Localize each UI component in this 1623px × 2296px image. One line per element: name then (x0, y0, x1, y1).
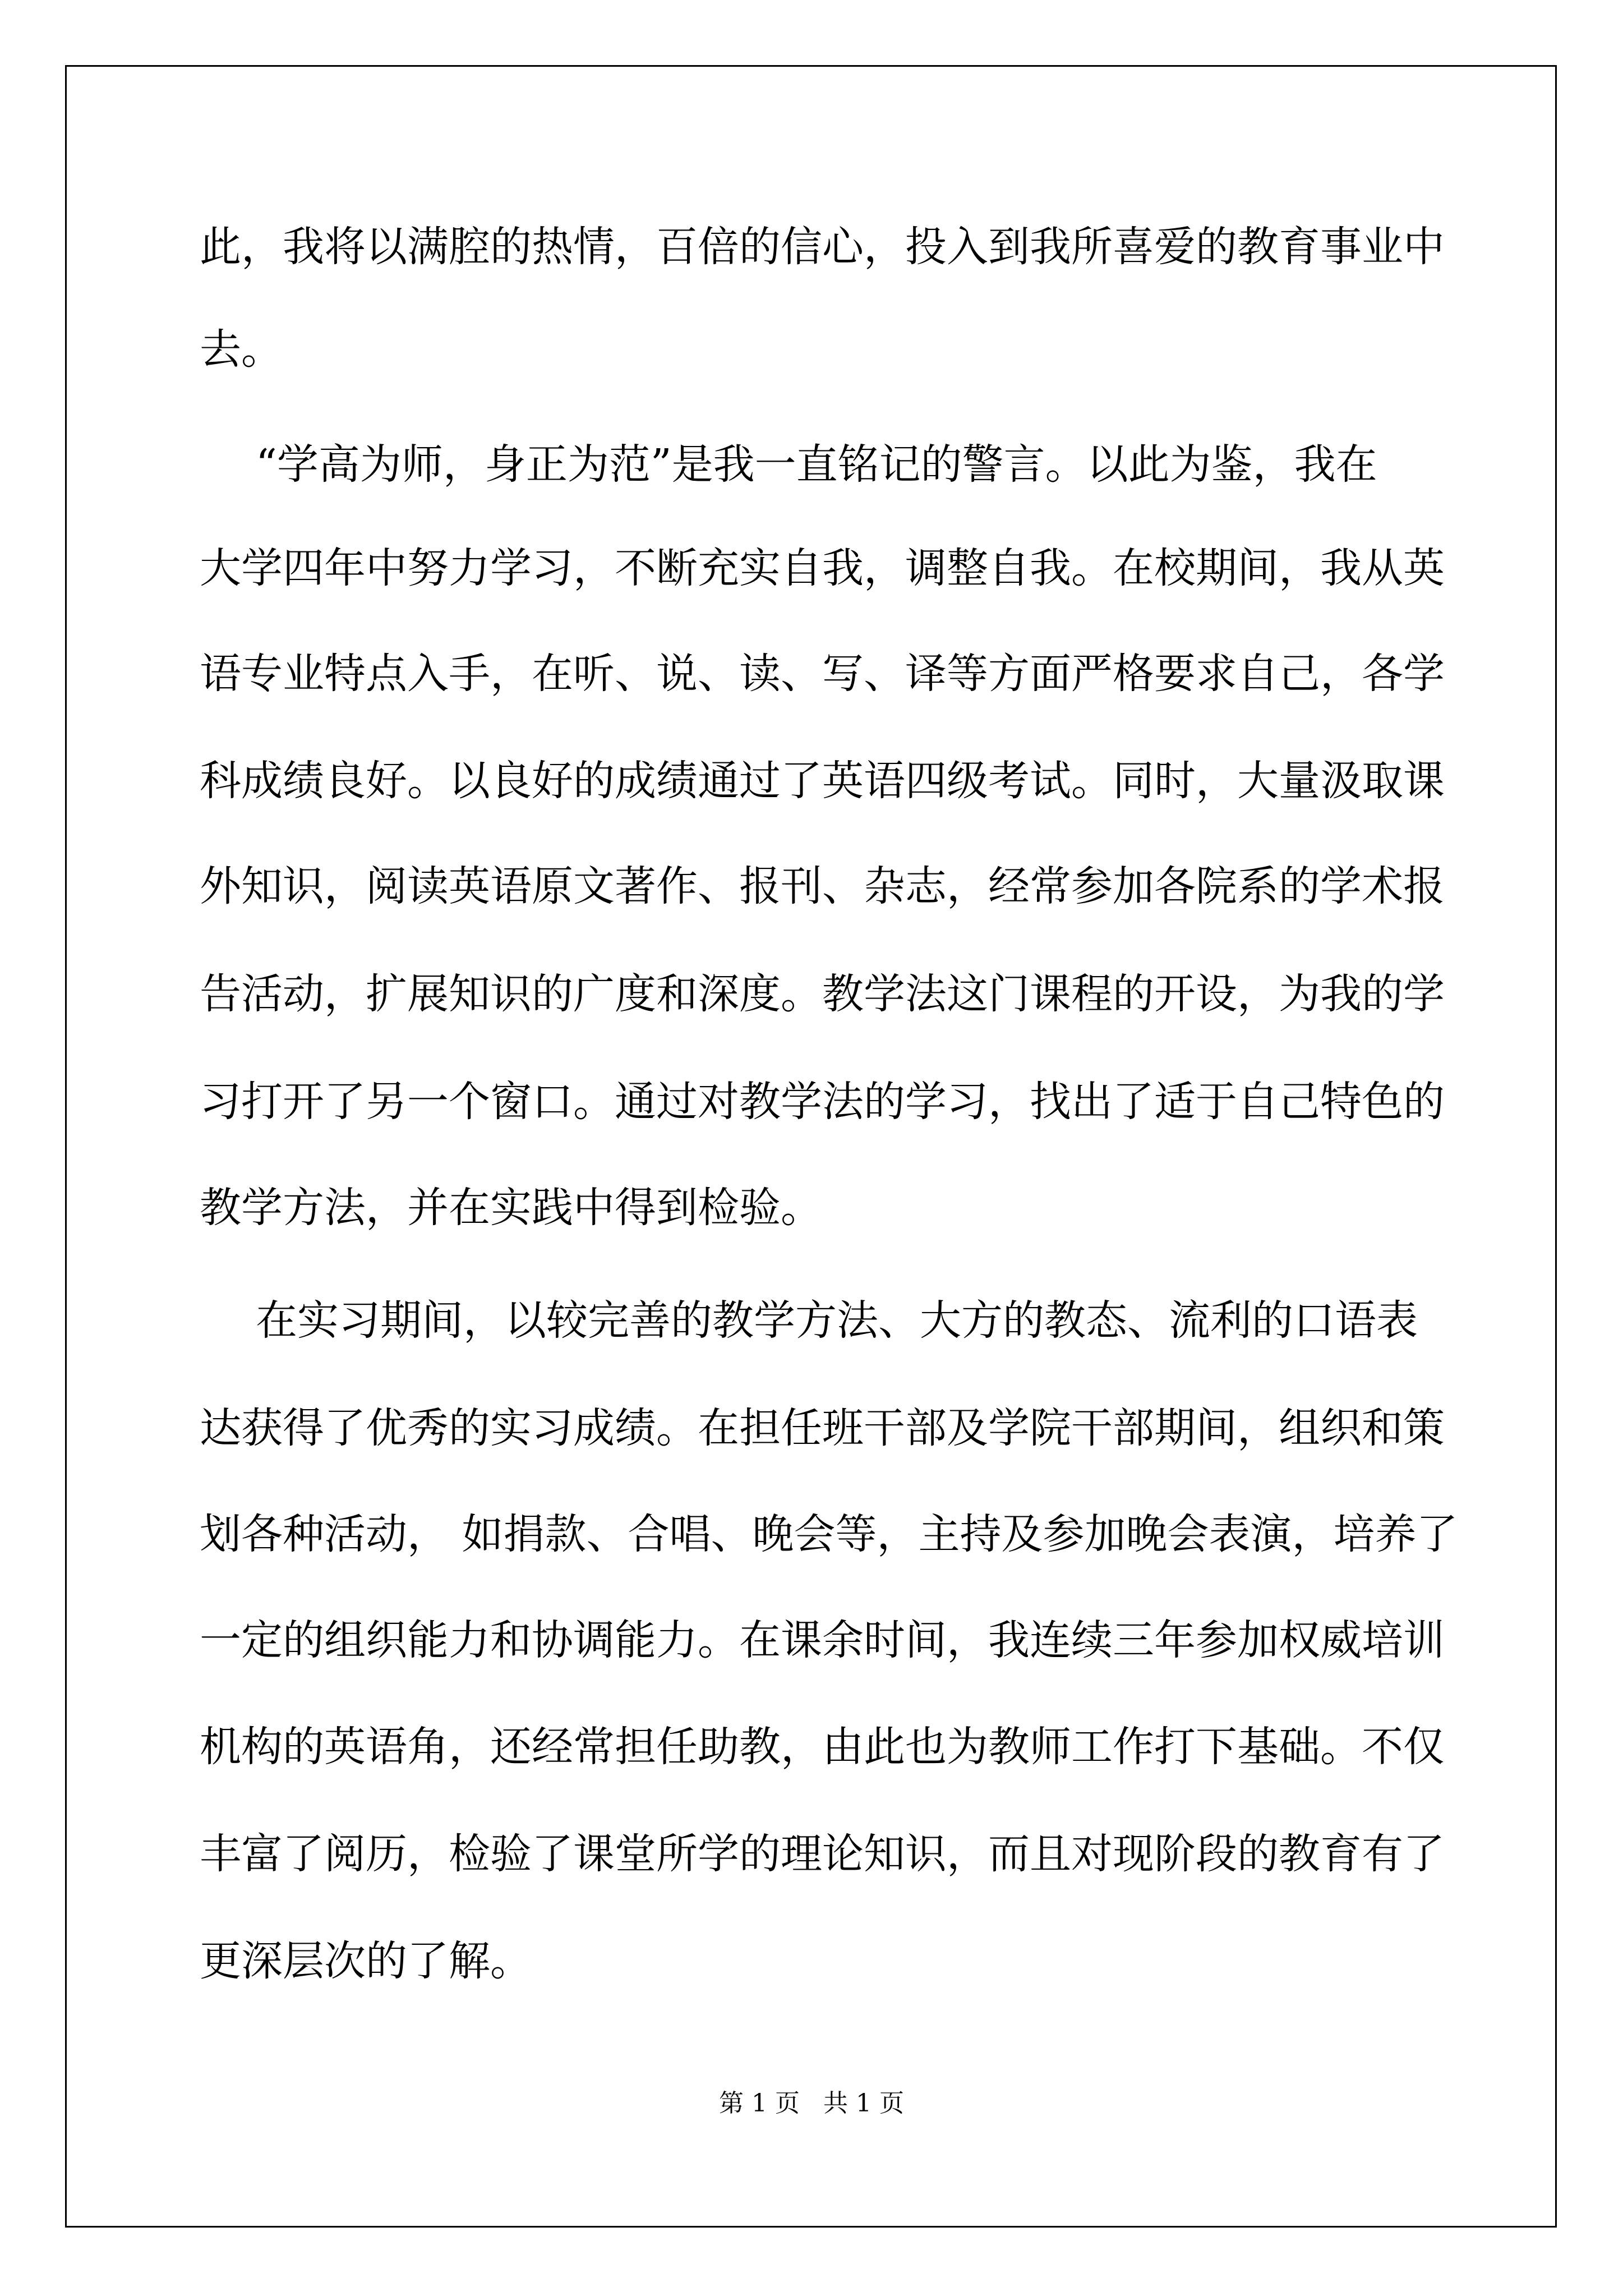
text-line: 外知识，阅读英语原文著作、报刊、杂志，经常参加各院系的学术报 (200, 862, 1445, 910)
text-line: 达获得了优秀的实习成绩。在担任班干部及学院干部期间，组织和策 (200, 1404, 1445, 1452)
text-line: 语专业特点入手，在听、说、读、写、译等方面严格要求自己，各学 (200, 650, 1445, 698)
text-line: 此，我将以满腔的热情，百倍的信心，投入到我所喜爱的教育事业中 (200, 223, 1445, 271)
text-line: 一定的组织能力和协调能力。在课余时间，我连续三年参加权威培训 (200, 1616, 1445, 1664)
text-line: 告活动，扩展知识的广度和深度。教学法这门课程的开设，为我的学 (200, 970, 1445, 1018)
page-number-footer: 第 1 页 共 1 页 (719, 2089, 904, 2118)
text-line: 在实习期间，以较完善的教学方法、大方的教态、流利的口语表 (256, 1296, 1418, 1345)
text-line: 丰富了阅历，检验了课堂所学的理论知识，而且对现阶段的教育有了 (200, 1830, 1445, 1878)
text-line: 机构的英语角，还经常担任助教，由此也为教师工作打下基础。不仅 (200, 1723, 1445, 1771)
text-line: 划各种活动， 如捐款、合唱、晚会等，主持及参加晚会表演，培养了 (200, 1510, 1458, 1558)
text-line: “学高为师，身正为范”是我一直铭记的警言。以此为鉴，我在 (256, 440, 1377, 489)
text-line: 大学四年中努力学习，不断充实自我，调整自我。在校期间，我从英 (200, 544, 1445, 592)
page-border (65, 65, 1557, 2228)
text-line: 习打开了另一个窗口。通过对教学法的学习，找出了适于自己特色的 (200, 1078, 1445, 1126)
text-line: 去。 (200, 325, 283, 374)
text-line: 科成绩良好。以良好的成绩通过了英语四级考试。同时，大量汲取课 (200, 757, 1445, 805)
text-line: 教学方法，并在实践中得到检验。 (200, 1184, 822, 1232)
text-line: 更深层次的了解。 (200, 1937, 532, 1985)
